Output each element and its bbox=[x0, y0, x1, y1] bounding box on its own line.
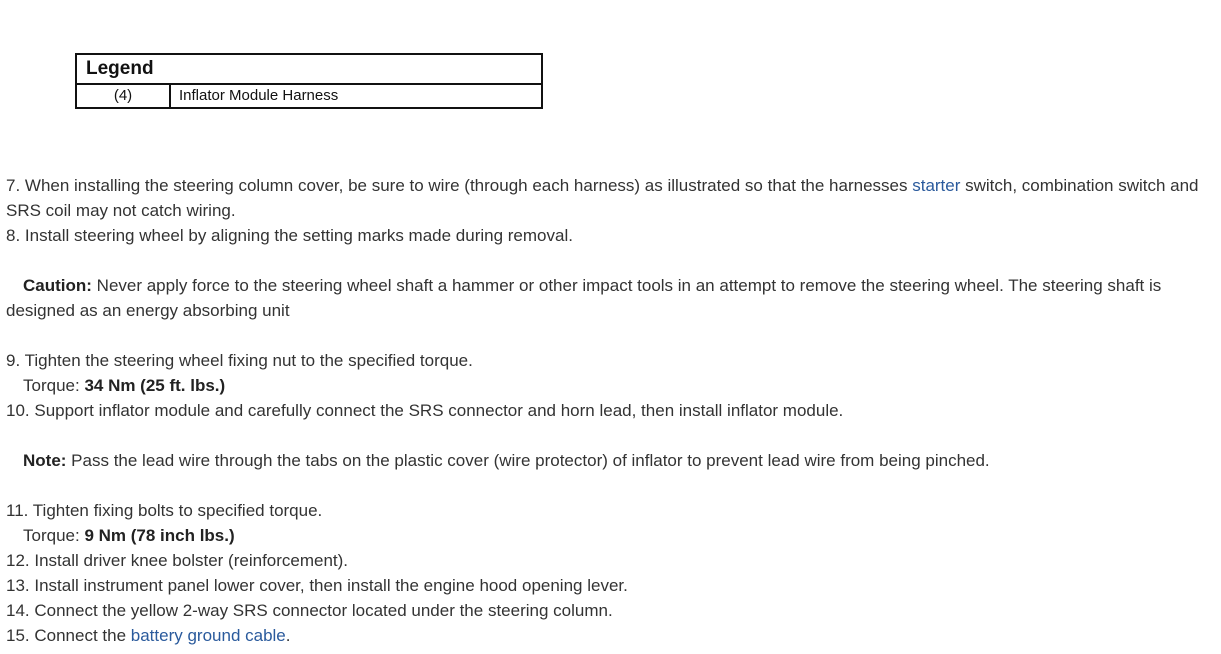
torque-label: Torque: bbox=[23, 526, 85, 545]
step-15 bbox=[6, 623, 1218, 648]
legend-item-label: Inflator Module Harness bbox=[170, 84, 542, 108]
torque-label: Torque: bbox=[23, 376, 85, 395]
battery-ground-cable-link[interactable]: battery ground cable bbox=[130, 626, 286, 645]
step-14: 14. Connect the yellow 2-way SRS connector located under the steering column. bbox=[6, 601, 613, 620]
step-11: 11. Tighten fixing bolts to specified torque. bbox=[6, 501, 323, 520]
step-9: 9. Tighten the steering wheel fixing nut to the specified torque. bbox=[6, 351, 473, 370]
step-11-torque bbox=[6, 523, 1218, 548]
legend-table bbox=[75, 53, 543, 109]
step-12: 12. Install driver knee bolster (reinforcement). bbox=[6, 551, 349, 570]
starter-link[interactable]: starter bbox=[912, 176, 961, 195]
step-7-text: 7. When installing the steering column cover, be sure to wire (through each harness) as illustrated so that the harnesses bbox=[6, 176, 913, 195]
step-7-text-end: switch, combination switch and SRS coil may not catch wiring. bbox=[6, 176, 1199, 220]
caution-label: Caution: bbox=[23, 276, 92, 295]
step-15-text: 15. Connect the bbox=[6, 626, 131, 645]
legend-row bbox=[76, 84, 542, 108]
legend-title: Legend bbox=[76, 54, 542, 84]
torque-value: 34 Nm (25 ft. lbs.) bbox=[84, 376, 226, 395]
procedure-text bbox=[6, 173, 1218, 648]
step-7 bbox=[6, 173, 1218, 223]
step-8: 8. Install steering wheel by aligning the setting marks made during removal. bbox=[6, 226, 573, 245]
torque-value: 9 Nm (78 inch lbs.) bbox=[84, 526, 235, 545]
legend-item-number: (4) bbox=[76, 84, 170, 108]
step-15-text-end: . bbox=[285, 626, 291, 645]
step-10: 10. Support inflator module and carefully connect the SRS connector and horn lead, then install inflator module. bbox=[6, 401, 844, 420]
caution-text: Never apply force to the steering wheel shaft a hammer or other impact tools in an attempt to remove the steering wheel. The steering shaft is designed as an energy absorbing unit bbox=[6, 276, 1162, 320]
caution-block bbox=[6, 273, 1218, 323]
note-label: Note: bbox=[23, 451, 67, 470]
step-9-torque bbox=[6, 373, 1218, 398]
note-text: Pass the lead wire through the tabs on the plastic cover (wire protector) of inflator to prevent lead wire from being pinched. bbox=[66, 451, 990, 470]
step-13: 13. Install instrument panel lower cover, then install the engine hood opening lever. bbox=[6, 576, 628, 595]
note-block bbox=[6, 448, 1218, 473]
